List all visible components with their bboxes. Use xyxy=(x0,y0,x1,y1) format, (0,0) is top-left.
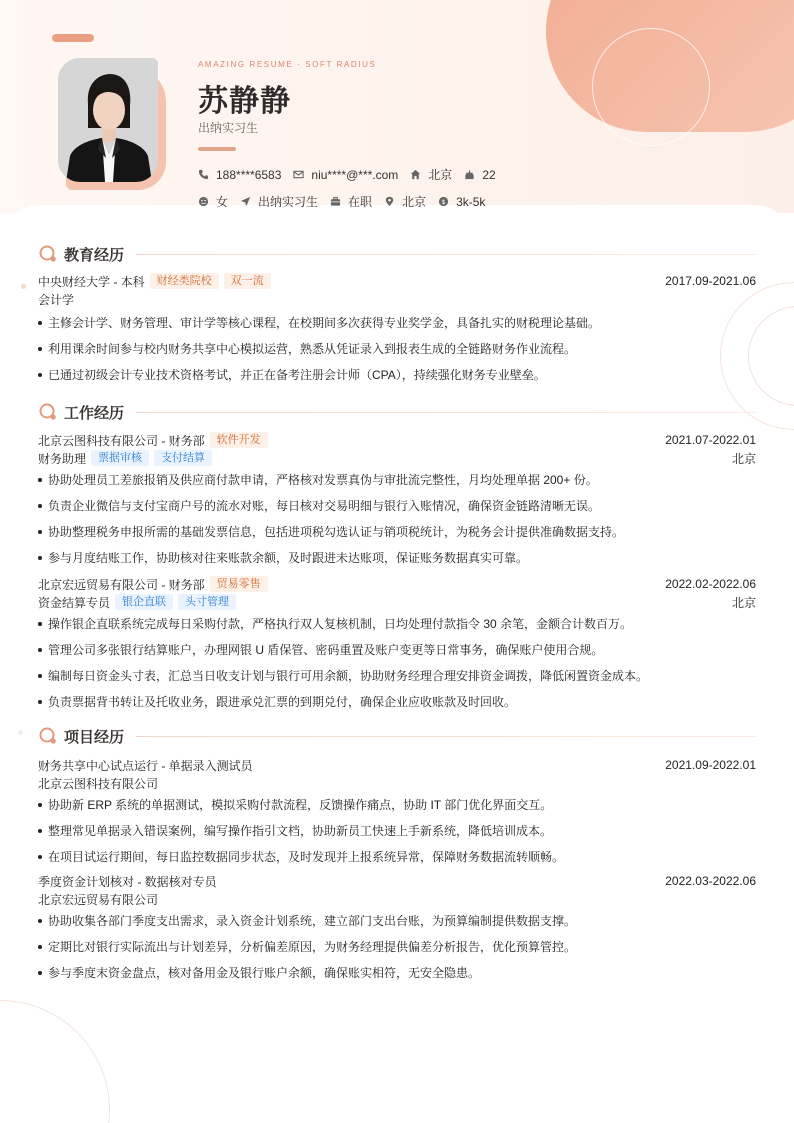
status-text: 在职 xyxy=(348,195,373,209)
resume-tagline: AMAZING RESUME · SOFT RADIUS xyxy=(198,60,377,69)
info-salary xyxy=(438,195,485,209)
target-position-text: 出纳实习生 xyxy=(258,195,319,209)
candidate-name: 苏静静 xyxy=(198,85,291,118)
job-date: 2022.02-2022.06 xyxy=(665,577,756,591)
project-org-line xyxy=(38,774,756,792)
project-org-line xyxy=(38,890,756,908)
project-name: 财务共享中心试点运行 - 单据录入测试员 xyxy=(38,758,253,773)
project-name-line xyxy=(38,872,756,890)
list-item: 负责票据背书转让及托收业务，跟进承兑汇票的到期兑付，确保企业应收账款及时回收。 xyxy=(38,689,756,715)
projects-heading xyxy=(38,726,756,746)
info-phone xyxy=(198,168,281,182)
heading-divider xyxy=(136,736,756,737)
job-role-line xyxy=(38,449,756,467)
job-company-line xyxy=(38,575,756,593)
school-tag: 财经类院校 xyxy=(150,273,219,289)
project-org: 北京云图科技有限公司 xyxy=(38,776,159,791)
list-item: 整理常见单据录入错误案例，编写操作指引文档，协助新员工快速上手新系统，降低培训成本。 xyxy=(38,818,756,844)
role-tag: 头寸管理 xyxy=(178,594,236,610)
job-bullets xyxy=(38,611,756,715)
decorative-pill xyxy=(52,34,94,42)
education-heading xyxy=(38,244,756,264)
job-role: 资金结算专员 xyxy=(38,595,111,610)
list-item: 参与月度结账工作，协助核对往来账款余额，及时跟进未达账项，保证账务数据真实可靠。 xyxy=(38,545,756,571)
project-entry xyxy=(38,872,756,986)
portrait-illustration xyxy=(58,58,158,182)
decorative-dot xyxy=(21,284,26,289)
project-bullets xyxy=(38,908,756,986)
work-section xyxy=(38,402,756,715)
education-title: 教育经历 xyxy=(64,246,125,264)
contact-info-row xyxy=(198,166,508,183)
list-item: 协助新 ERP 系统的单据测试，模拟采购付款流程，反馈操作痛点，协助 IT 部门优化界面交互。 xyxy=(38,792,756,818)
project-entry xyxy=(38,756,756,870)
mail-icon xyxy=(293,169,304,180)
email-text: niu****@***.com xyxy=(311,167,399,182)
major-name: 会计学 xyxy=(38,292,75,307)
job-role-line xyxy=(38,593,756,611)
work-title: 工作经历 xyxy=(64,404,125,422)
salary-text: 3k-5k xyxy=(456,194,486,209)
search-circle-icon xyxy=(38,244,58,264)
role-tag: 支付结算 xyxy=(154,450,212,466)
list-item: 定期比对银行实际流出与计划差异，分析偏差原因，为财务经理提供偏差分析报告，优化预算管控。 xyxy=(38,934,756,960)
search-circle-icon xyxy=(38,402,58,422)
job-company-line xyxy=(38,431,756,449)
projects-title: 项目经历 xyxy=(64,728,125,746)
project-name-line xyxy=(38,756,756,774)
role-tag: 票据审核 xyxy=(91,450,149,466)
list-item: 利用课余时间参与校内财务共享中心模拟运营，熟悉从凭证录入到报表生成的全链路财务作业流程。 xyxy=(38,336,756,362)
info-status xyxy=(330,193,372,210)
list-item: 协助整理税务申报所需的基础发票信息，包括进项税勾选认证与销项税统计，为税务会计提供准确数据支持。 xyxy=(38,519,756,545)
projects-section xyxy=(38,726,756,986)
gender-icon xyxy=(198,196,209,207)
send-icon xyxy=(240,196,251,207)
list-item: 负责企业微信与支付宝商户号的流水对账，每日核对交易明细与银行入账情况，确保资金链路清晰无误。 xyxy=(38,493,756,519)
search-circle-icon xyxy=(38,726,58,746)
gender-text: 女 xyxy=(216,195,229,209)
list-item: 已通过初级会计专业技术资格考试，并正在备考注册会计师（CPA），持续强化财务专业壁垒。 xyxy=(38,362,756,388)
info-target-city xyxy=(384,193,426,210)
job-entry xyxy=(38,575,756,715)
info-hometown xyxy=(410,166,452,183)
project-date: 2021.09-2022.01 xyxy=(665,758,756,772)
heading-divider xyxy=(136,254,756,255)
company-tag: 软件开发 xyxy=(210,432,268,448)
salary-icon xyxy=(438,196,449,207)
phone-text: 188****6583 xyxy=(216,167,282,182)
cake-icon xyxy=(464,169,475,180)
job-role: 财务助理 xyxy=(38,451,87,466)
education-school-line xyxy=(38,272,756,290)
decorative-ring xyxy=(592,28,710,146)
candidate-subtitle: 出纳实习生 xyxy=(198,121,259,135)
school-tag: 双一流 xyxy=(224,273,271,289)
list-item: 操作银企直联系统完成每日采购付款，严格执行双人复核机制，日均处理付款指令 30 余笔，金额合计数百万。 xyxy=(38,611,756,637)
list-item: 协助处理员工差旅报销及供应商付款申请，严格核对发票真伪与审批流完整性，月均处理单据 200+ 份。 xyxy=(38,467,756,493)
company-name: 北京云图科技有限公司 - 财务部 xyxy=(38,433,205,448)
heading-divider xyxy=(136,412,756,413)
list-item: 主修会计学、财务管理、审计学等核心课程，在校期间多次获得专业奖学金，具备扎实的财税理论基础。 xyxy=(38,310,756,336)
list-item: 协助收集各部门季度支出需求，录入资金计划系统，建立部门支出台账，为预算编制提供数据支撑。 xyxy=(38,908,756,934)
project-org: 北京宏远贸易有限公司 xyxy=(38,892,159,907)
location-pin-icon xyxy=(384,196,395,207)
phone-icon xyxy=(198,169,209,180)
job-bullets xyxy=(38,467,756,571)
accent-bar xyxy=(198,147,236,151)
hometown-text: 北京 xyxy=(428,168,453,182)
education-date: 2017.09-2021.06 xyxy=(665,274,756,288)
job-date: 2021.07-2022.01 xyxy=(665,433,756,447)
school-name: 中央财经大学 - 本科 xyxy=(38,274,145,289)
education-section xyxy=(38,244,756,388)
svg-text:$: $ xyxy=(441,197,446,206)
list-item: 管理公司多张银行结算账户，办理网银 U 盾保管、密码重置及账户变更等日常事务，确保账户使用合规。 xyxy=(38,637,756,663)
project-bullets xyxy=(38,792,756,870)
home-icon xyxy=(410,169,421,180)
list-item: 编制每日资金头寸表，汇总当日收支计划与银行可用余额，协助财务经理合理安排资金调拨，降低闲置资金成本。 xyxy=(38,663,756,689)
project-date: 2022.03-2022.06 xyxy=(665,874,756,888)
job-city: 北京 xyxy=(731,451,756,466)
project-name: 季度资金计划核对 - 数据核对专员 xyxy=(38,874,217,889)
info-gender xyxy=(198,193,228,210)
profile-photo xyxy=(58,58,158,182)
target-city-text: 北京 xyxy=(402,195,427,209)
info-email xyxy=(293,168,398,182)
briefcase-icon xyxy=(330,196,341,207)
company-tag: 贸易零售 xyxy=(210,576,268,592)
education-bullets xyxy=(38,310,756,388)
list-item: 参与季度末资金盘点，核对备用金及银行账户余额，确保账实相符，无安全隐患。 xyxy=(38,960,756,986)
decorative-bottom-ring xyxy=(0,1000,110,1123)
job-entry xyxy=(38,431,756,571)
profile-info-row xyxy=(198,193,497,210)
company-name: 北京宏远贸易有限公司 - 财务部 xyxy=(38,577,205,592)
list-item: 在项目试运行期间，每日监控数据同步状态，及时发现并上报系统异常，保障财务数据流转顺畅。 xyxy=(38,844,756,870)
info-age xyxy=(464,168,495,182)
decorative-dot xyxy=(18,730,23,735)
role-tag: 银企直联 xyxy=(115,594,173,610)
age-text: 22 xyxy=(482,167,496,182)
work-heading xyxy=(38,402,756,422)
job-city: 北京 xyxy=(731,595,756,610)
education-major-line xyxy=(38,290,756,308)
info-target-position xyxy=(240,193,318,210)
